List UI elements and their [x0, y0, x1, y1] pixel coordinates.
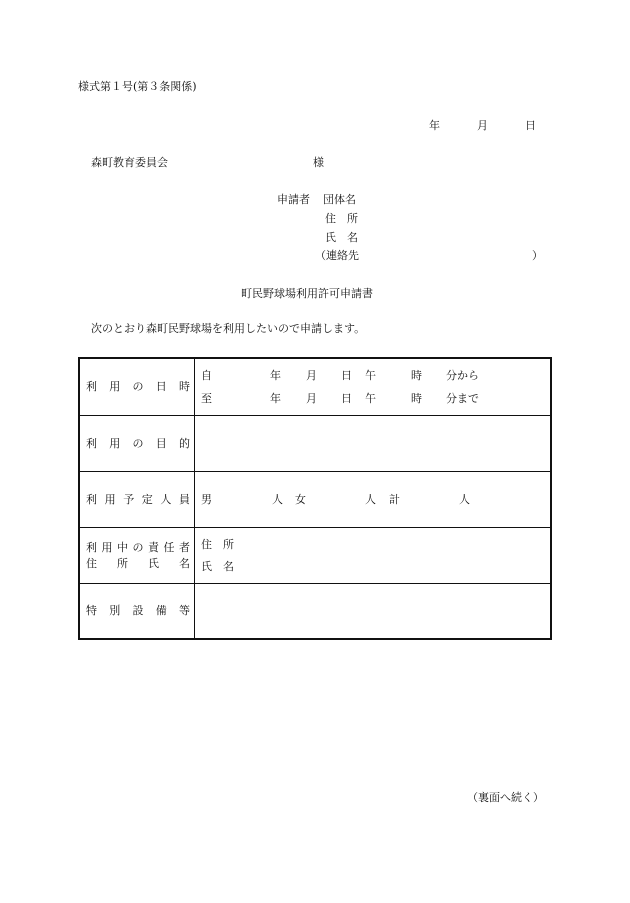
people-unit-3: 人 — [459, 493, 470, 506]
people-total: 計 — [389, 493, 400, 506]
responsible-address: 住 所 — [201, 538, 234, 551]
from-month: 月 — [306, 369, 317, 382]
applicant-contact-open: （連絡先 — [315, 249, 359, 262]
from-day: 日 — [341, 369, 352, 382]
to-prefix: 至 — [201, 392, 212, 405]
applicant-contact-close: ） — [532, 249, 543, 262]
addressee-honorific: 様 — [313, 156, 324, 169]
label-equipment: 特 別 設 備 等 — [86, 604, 190, 617]
people-female: 女 — [295, 493, 306, 506]
label-datetime: 利 用 の 日 時 — [86, 380, 190, 393]
document-title: 町民野球場利用許可申請書 — [241, 287, 373, 300]
label-purpose: 利 用 の 目 的 — [86, 437, 190, 450]
addressee-name: 森町教育委員会 — [91, 156, 168, 169]
label-people: 利 用 予 定 人 員 — [86, 493, 190, 506]
people-male: 男 — [201, 493, 212, 506]
applicant-org-label: 団体名 — [323, 193, 356, 206]
to-ampm: 午 — [365, 392, 376, 405]
label-responsible-2: 住 所 氏 名 — [86, 557, 190, 570]
to-hour: 時 — [411, 392, 422, 405]
date-month-label: 月 — [477, 119, 488, 132]
row-responsible — [80, 527, 550, 584]
responsible-name: 氏 名 — [201, 560, 234, 573]
people-unit-2: 人 — [365, 493, 376, 506]
row-datetime — [80, 359, 550, 415]
from-year: 年 — [270, 369, 281, 382]
applicant-address-label: 住 所 — [325, 212, 358, 225]
to-year: 年 — [270, 392, 281, 405]
row-purpose — [80, 415, 550, 472]
to-month: 月 — [306, 392, 317, 405]
to-minute: 分まで — [446, 392, 479, 405]
label-responsible-1: 利 用 中 の 責 任 者 — [86, 541, 190, 554]
application-table — [78, 357, 552, 640]
applicant-heading: 申請者 — [277, 193, 310, 206]
footer-continued: （裏面へ続く） — [467, 791, 544, 804]
from-prefix: 自 — [201, 369, 212, 382]
to-day: 日 — [341, 392, 352, 405]
from-minute: 分から — [446, 369, 479, 382]
date-day-label: 日 — [525, 119, 536, 132]
intro-text: 次のとおり森町民野球場を利用したいので申請します。 — [91, 322, 366, 335]
from-ampm: 午 — [365, 369, 376, 382]
form-number: 様式第１号(第３条関係) — [78, 80, 197, 93]
row-equipment — [80, 583, 550, 639]
row-people — [80, 471, 550, 528]
applicant-name-label: 氏 名 — [325, 231, 358, 244]
people-unit-1: 人 — [272, 493, 283, 506]
from-hour: 時 — [411, 369, 422, 382]
date-year-label: 年 — [429, 119, 440, 132]
